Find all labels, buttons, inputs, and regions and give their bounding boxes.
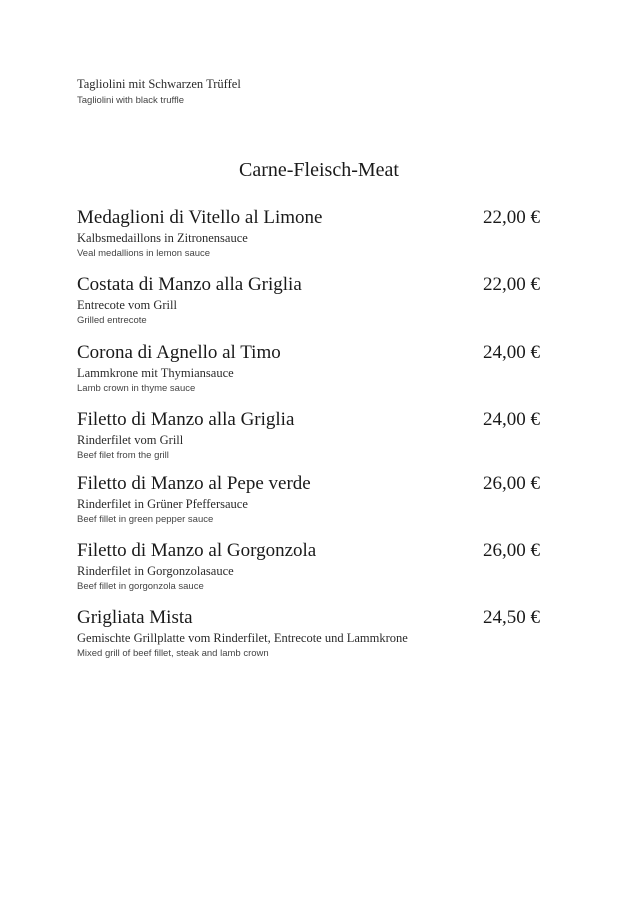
menu-item-english: Mixed grill of beef fillet, steak and lamb crown <box>77 648 269 659</box>
menu-item <box>77 540 540 593</box>
menu-item-price: 22,00 € <box>483 207 540 228</box>
menu-item-german: Gemischte Grillplatte vom Rinderfilet, Entrecote und Lammkrone <box>77 631 408 645</box>
menu-item <box>77 342 540 395</box>
menu-item-english: Lamb crown in thyme sauce <box>77 383 196 394</box>
menu-item-name: Corona di Agnello al Timo <box>77 342 281 363</box>
menu-item-english: Beef filet from the grill <box>77 450 169 461</box>
intro-dish-english: Tagliolini with black truffle <box>77 95 185 106</box>
menu-item-english: Veal medallions in lemon sauce <box>77 248 211 259</box>
menu-item-german: Entrecote vom Grill <box>77 298 177 312</box>
menu-item-name: Costata di Manzo alla Griglia <box>77 274 302 295</box>
menu-item <box>77 473 540 526</box>
section-title: Carne-Fleisch-Meat <box>239 159 399 181</box>
menu-item-price: 24,50 € <box>483 607 540 628</box>
intro-dish <box>77 77 557 107</box>
menu-item-price: 22,00 € <box>483 274 540 295</box>
menu-item-name: Medaglioni di Vitello al Limone <box>77 207 323 228</box>
menu-item-german: Rinderfilet in Gorgonzolasauce <box>77 564 234 578</box>
menu-item-english: Beef fillet in gorgonzola sauce <box>77 581 204 592</box>
menu-item-german: Lammkrone mit Thymiansauce <box>77 366 234 380</box>
menu-item-name: Grigliata Mista <box>77 607 193 628</box>
menu-item <box>77 274 540 327</box>
intro-dish-german: Tagliolini mit Schwarzen Trüffel <box>77 77 241 91</box>
menu-item-german: Rinderfilet in Grüner Pfeffersauce <box>77 497 248 511</box>
menu-item-price: 24,00 € <box>483 342 540 363</box>
menu-item-price: 24,00 € <box>483 409 540 430</box>
menu-item-german: Rinderfilet vom Grill <box>77 433 184 447</box>
menu-item <box>77 207 540 260</box>
menu-item-german: Kalbsmedaillons in Zitronensauce <box>77 231 248 245</box>
menu-item-price: 26,00 € <box>483 473 540 494</box>
menu-item-name: Filetto di Manzo al Pepe verde <box>77 473 311 494</box>
menu-item-english: Beef fillet in green pepper sauce <box>77 514 214 525</box>
menu-item-english: Grilled entrecote <box>77 315 147 326</box>
menu-item <box>77 409 540 462</box>
menu-item <box>77 607 540 660</box>
menu-item-name: Filetto di Manzo alla Griglia <box>77 409 295 430</box>
menu-item-price: 26,00 € <box>483 540 540 561</box>
menu-item-name: Filetto di Manzo al Gorgonzola <box>77 540 317 561</box>
